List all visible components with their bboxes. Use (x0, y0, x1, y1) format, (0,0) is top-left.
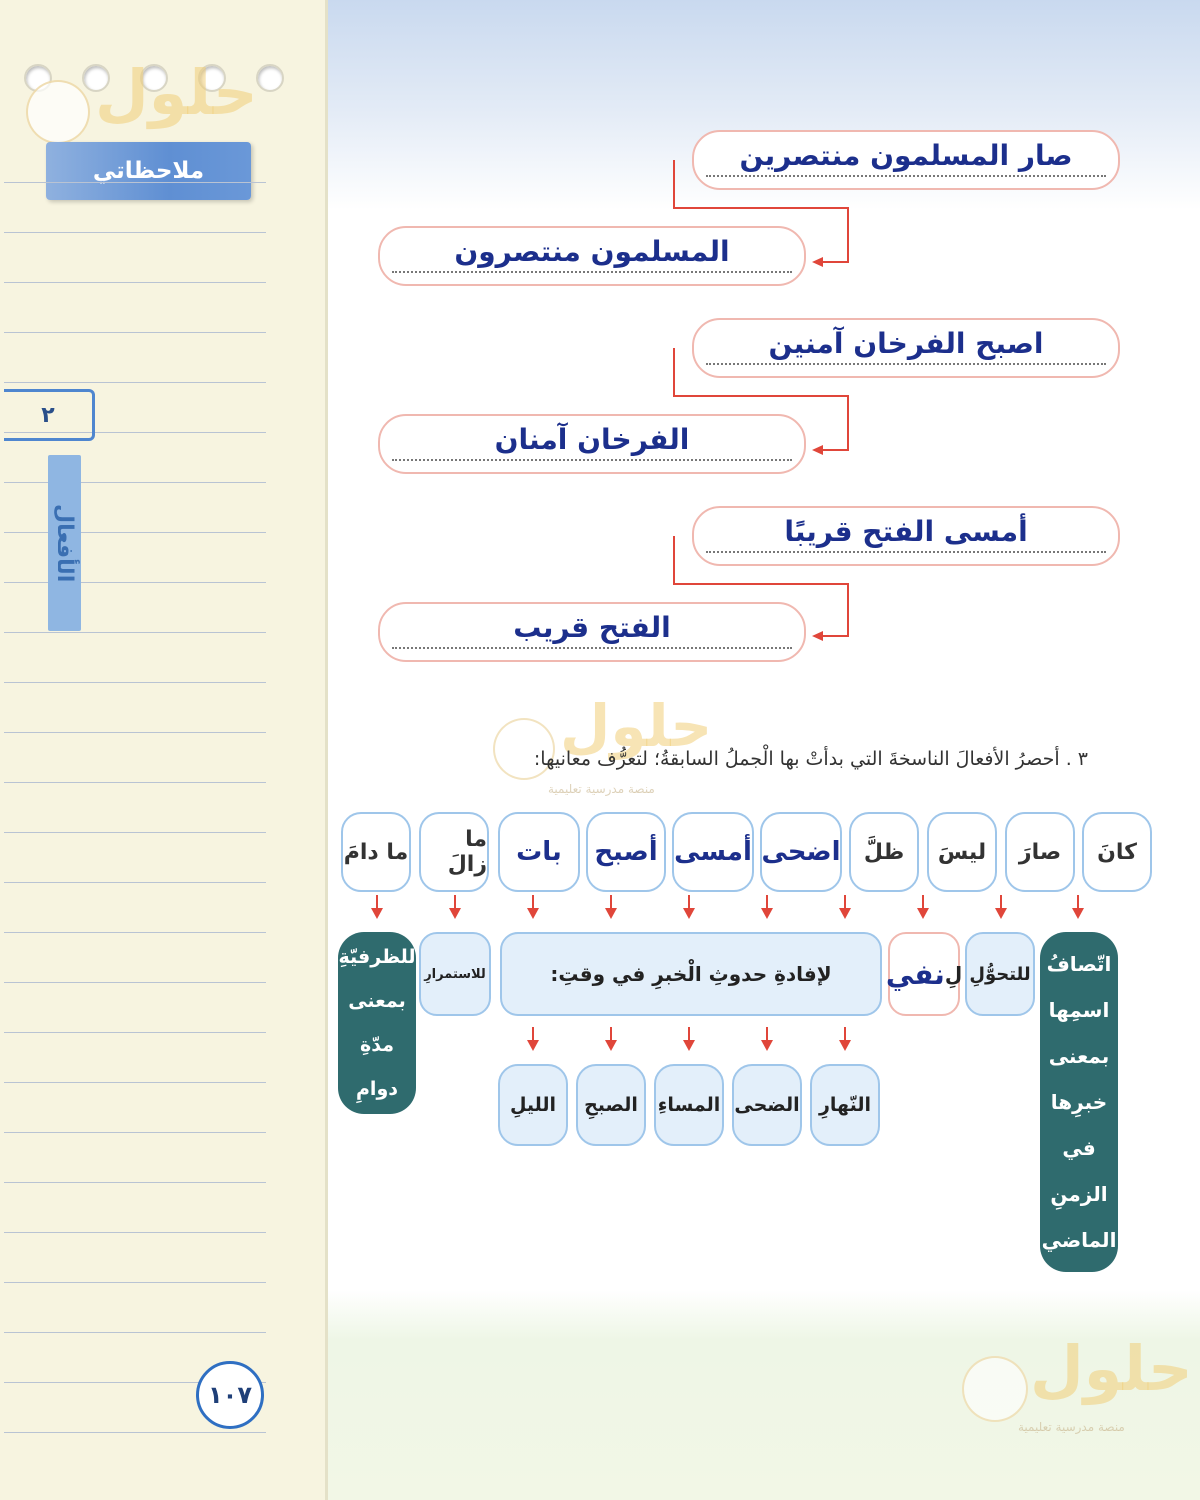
meaning-laysa-answer: نفي (885, 957, 945, 991)
arrow-down-icon (1072, 908, 1084, 919)
meaning-ma-zala: للاستمرارِ (419, 932, 491, 1016)
verb-kana: كانَ (1082, 812, 1152, 892)
logo-circle-icon (962, 1356, 1028, 1422)
sentence-connectors (660, 150, 860, 670)
arrow-down-icon (995, 908, 1007, 919)
arrow-down-icon (839, 1040, 851, 1051)
watermark-tagline: منصة مدرسية تعليمية (1018, 1420, 1125, 1434)
watermark-logo: حلول (1030, 1332, 1193, 1405)
exercise-instruction: ٣ . أحصرُ الأفعالَ الناسخةَ التي بدأتْ بها الْجملُ السابقةُ؛ لتعرُّف معانيها: (533, 748, 1088, 770)
verb-bata[interactable]: بات (498, 812, 580, 892)
unit-tab (48, 455, 81, 631)
arrow-down-icon (527, 1040, 539, 1051)
unit-tab-label: الأفعال (52, 503, 77, 583)
arrow-down-icon (449, 908, 461, 919)
arrow-down-icon (605, 1040, 617, 1051)
meaning-laysa-prefix: لِ (944, 962, 963, 986)
meaning-time: لإفادةِ حدوثِ الْخبرِ في وقتِ: (500, 932, 882, 1016)
time-layl: الليلِ (498, 1064, 568, 1146)
notes-title: ملاحظاتي (46, 142, 251, 200)
page-number: ١٠٧ (196, 1361, 264, 1429)
answer-text: الفتح قريب (513, 611, 671, 644)
meaning-kana: اتّصافُ اسمِها بمعنى خبرِها في الزمنِ الماضي (1040, 932, 1118, 1272)
verb-asbaha[interactable]: أصبح (586, 812, 666, 892)
time-nahar: النّهارِ (810, 1064, 880, 1146)
notes-column (0, 0, 328, 1500)
meaning-sara: للتحوُّلِ (965, 932, 1035, 1016)
arrow-down-icon (839, 908, 851, 919)
time-duha: الضحى (732, 1064, 802, 1146)
arrow-down-icon (683, 908, 695, 919)
sentence-nasikh-text: اصبح الفرخان آمنين (768, 327, 1044, 360)
arrow-down-icon (761, 1040, 773, 1051)
verb-zalla: ظلَّ (849, 812, 919, 892)
meaning-laysa[interactable] (885, 932, 963, 1016)
verb-adha[interactable]: اضحى (760, 812, 842, 892)
time-masa: المساءِ (654, 1064, 724, 1146)
verb-sara: صارَ (1005, 812, 1075, 892)
unit-number: ٢ (4, 389, 95, 441)
watermark-tagline: منصة مدرسية تعليمية (548, 782, 655, 796)
verb-ma-zala: ما زالَ (419, 812, 489, 892)
sentence-nasikh-text: أمسى الفتح قريبًا (784, 515, 1028, 548)
answer-text: الفرخان آمنان (494, 423, 690, 456)
arrow-down-icon (371, 908, 383, 919)
arrow-down-icon (683, 1040, 695, 1051)
arrow-down-icon (917, 908, 929, 919)
meaning-ma-dama: للظرفيّةِ بمعنى مدّةِ دوامِ (338, 932, 416, 1114)
verb-ma-dama: ما دامَ (341, 812, 411, 892)
verb-amsa[interactable]: أمسى (672, 812, 754, 892)
watermark-logo: حلول (95, 56, 258, 129)
watermark-logo: حلول (560, 692, 713, 760)
arrow-down-icon (527, 908, 539, 919)
logo-circle-icon (26, 80, 90, 144)
arrow-down-icon (605, 908, 617, 919)
answer-text: المسلمون منتصرون (454, 235, 730, 268)
verb-laysa: ليسَ (927, 812, 997, 892)
arrow-down-icon (761, 908, 773, 919)
sentence-nasikh-text: صار المسلمون منتصرين (739, 139, 1073, 172)
binder-ring (256, 64, 284, 92)
time-subh: الصبحِ (576, 1064, 646, 1146)
